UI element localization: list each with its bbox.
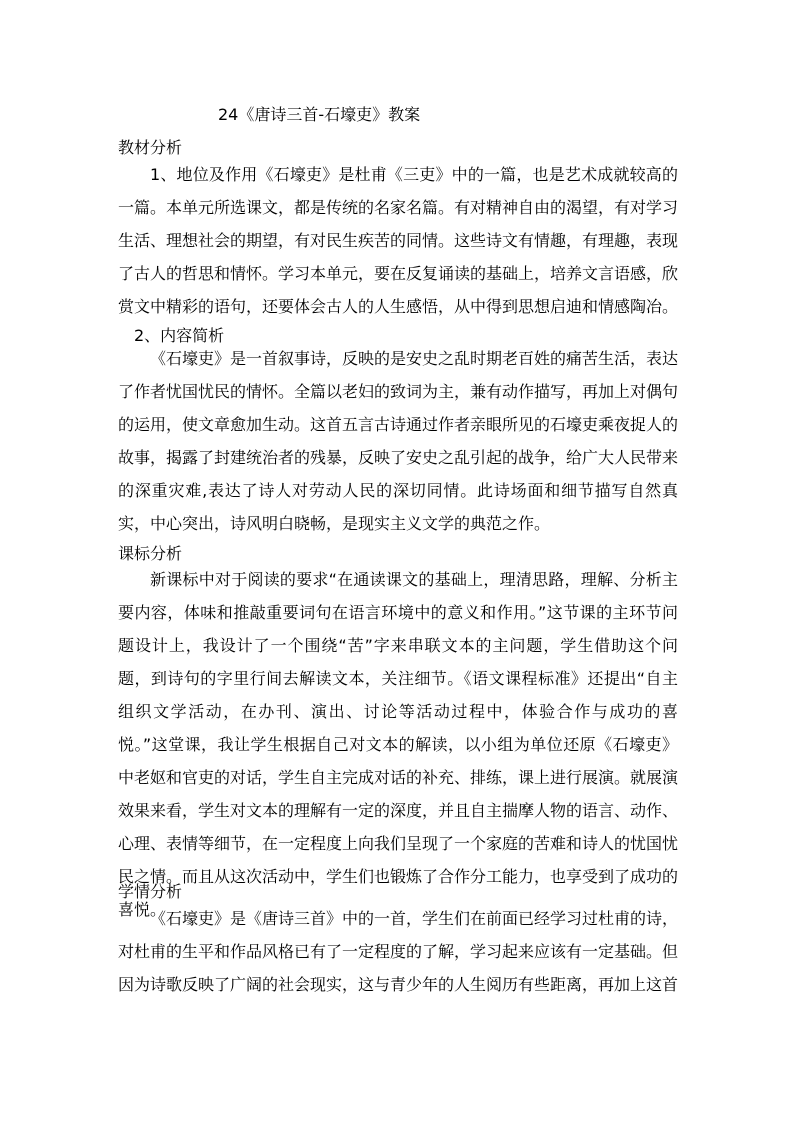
section-heading-student-analysis: 学情分析 [118, 882, 183, 901]
section-heading-curriculum-analysis: 课标分析 [118, 544, 183, 563]
subheading-content-analysis: 2、内容简析 [134, 326, 225, 345]
paragraph-curriculum-analysis: 新课标中对于阅读的要求“在通读课文的基础上，理清思路，理解、分析主要内容，体味和推敲重要词句在语言环境中的意义和作用。”这节课的主环节问题设计上，我设计了一个围绕“苦”字来串联文本的主问题，学生借助这个问题，到诗句的字里行间去解读文本，关注细节。《语文课程标准》还提出“自主组织文学活动，在办刊、演出、讨论等活动过程中，体验合作与成功的喜悦。”这堂课，我让学生根据自己对文本的解读，以小组为单位还原《石壕吏》中老妪和官吏的对话，学生自主完成对话的补充、排练，课上进行展演。就展演效果来看，学生对文本的理解有一定的深度，并且自主揣摩人物的语言、动作、心理、表情等细节，在一定程度上向我们呈现了一个家庭的苦难和诗人的忧国忧民之情。而且从这次活动中，学生们也锻炼了合作分工能力，也享受到了成功的喜悦。 [118, 570, 679, 919]
document-title: 24《唐诗三首-石壕吏》教案 [218, 105, 421, 124]
paragraph-student-analysis: 《石壕吏》是《唐诗三首》中的一首，学生们在前面已经学习过杜甫的诗，对杜甫的生平和作品风格已有了一定程度的了解，学习起来应该有一定基础。但因为诗歌反映了广阔的社会现实，这与青少年的人生阅历有些距离，再加上这首 [118, 909, 679, 994]
paragraph-status-and-role: 1、地位及作用《石壕吏》是杜甫《三吏》中的一篇，也是艺术成就较高的一篇。本单元所选课文，都是传统的名家名篇。有对精神自由的渴望，有对学习生活、理想社会的期望，有对民生疾苦的同情。这些诗文有情趣，有理趣，表现了古人的哲思和情怀。学习本单元，要在反复诵读的基础上，培养文言语感，欣赏文中精彩的语句，还要体会古人的人生感悟，从中得到思想启迪和情感陶冶。 [118, 165, 679, 316]
section-heading-textbook-analysis: 教材分析 [118, 138, 183, 157]
paragraph-content-analysis: 《石壕吏》是一首叙事诗，反映的是安史之乱时期老百姓的痛苦生活，表达了作者忧国忧民的情怀。全篇以老妇的致词为主，兼有动作描写，再加上对偶句的运用，使文章愈加生动。这首五言古诗通过作者亲眼所见的石壕吏乘夜捉人的故事，揭露了封建统治者的残暴，反映了安史之乱引起的战争，给广大人民带来的深重灾难,表达了诗人对劳动人民的深切同情。此诗场面和细节描写自然真实，中心突出，诗风明白晓畅，是现实主义文学的典范之作。 [118, 349, 679, 533]
